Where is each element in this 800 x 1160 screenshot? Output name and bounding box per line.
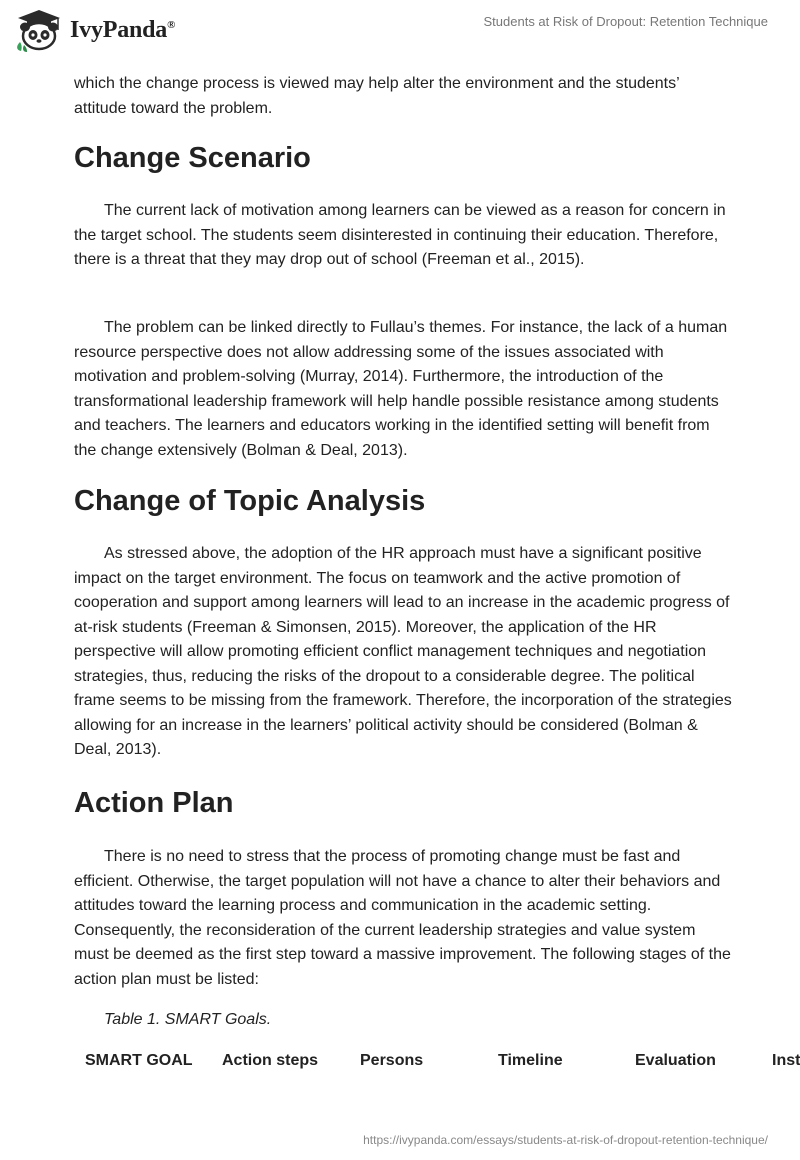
column-header-action-steps: Action steps (222, 1052, 319, 1069)
source-url[interactable]: https://ivypanda.com/essays/students-at-risk-of-dropout-retention-technique/ (363, 1133, 768, 1147)
paragraph-change-scenario-2: The problem can be linked directly to Fullau’s themes. For instance, the lack of a human resource perspective does not allow addressing some of the issues associated with motivation and problem-solving (Murray, 2014). Furthermore, the introduction of the transformational leadership framework will help handle possible resistance among students and teachers. The learners and educators working in the identified setting will benefit from the change extensively (Bolman & Deal, 2013). (74, 319, 728, 459)
brand-name: IvyPanda® (70, 16, 176, 43)
paragraph-change-scenario-1: The current lack of motivation among learners can be viewed as a reason for concern in the target school. The students seem disinterested in continuing their education. Therefore, there is a threat that they may drop out of school (Freeman et al., 2015). (74, 202, 726, 268)
page-header (0, 0, 800, 64)
paragraph-intro-continuation: which the change process is viewed may help alter the environment and the students’ attitude toward the problem. (74, 75, 680, 117)
heading-action-plan: Action Plan (74, 787, 234, 819)
column-header-persons: Persons (360, 1052, 424, 1069)
document-title: Students at Risk of Dropout: Retention Technique (483, 14, 768, 29)
column-header-truncated: Inst (772, 1052, 800, 1069)
table-caption: Table 1. SMART Goals. (104, 1011, 272, 1028)
column-header-timeline: Timeline (498, 1052, 563, 1069)
panda-logo-icon (14, 8, 64, 52)
smart-goals-table-header (0, 1052, 800, 1076)
paragraph-action-plan: There is no need to stress that the process of promoting change must be fast and efficient. Otherwise, the target population will not have a chance to alter their behaviors and attitudes toward the learning process and communication in the academic setting. Consequently, the reconsideration of the current leadership strategies and value system must be deemed as the first step toward a massive improvement. The following stages of the action plan must be listed: (74, 848, 731, 988)
column-header-smart-goal: SMART GOAL (85, 1052, 193, 1069)
column-header-evaluation: Evaluation (635, 1052, 716, 1069)
heading-change-scenario: Change Scenario (74, 142, 311, 174)
heading-topic-analysis: Change of Topic Analysis (74, 485, 426, 517)
paragraph-topic-analysis: As stressed above, the adoption of the HR approach must have a significant positive impact on the target environment. The focus on teamwork and the active promotion of cooperation and support among learners will lead to an increase in the academic progress of at-risk students (Freeman & Simonsen, 2015). Moreover, the application of the HR perspective will allow promoting efficient conflict management techniques and negotiation strategies, thus, reducing the risks of the dropout to a considerable degree. The political frame seems to be missing from the framework. Therefore, the incorporation of the strategies allowing for an increase in the learners’ political activity should be considered (Bolman & Deal, 2013). (74, 545, 732, 758)
ivypanda-logo[interactable] (14, 8, 175, 52)
